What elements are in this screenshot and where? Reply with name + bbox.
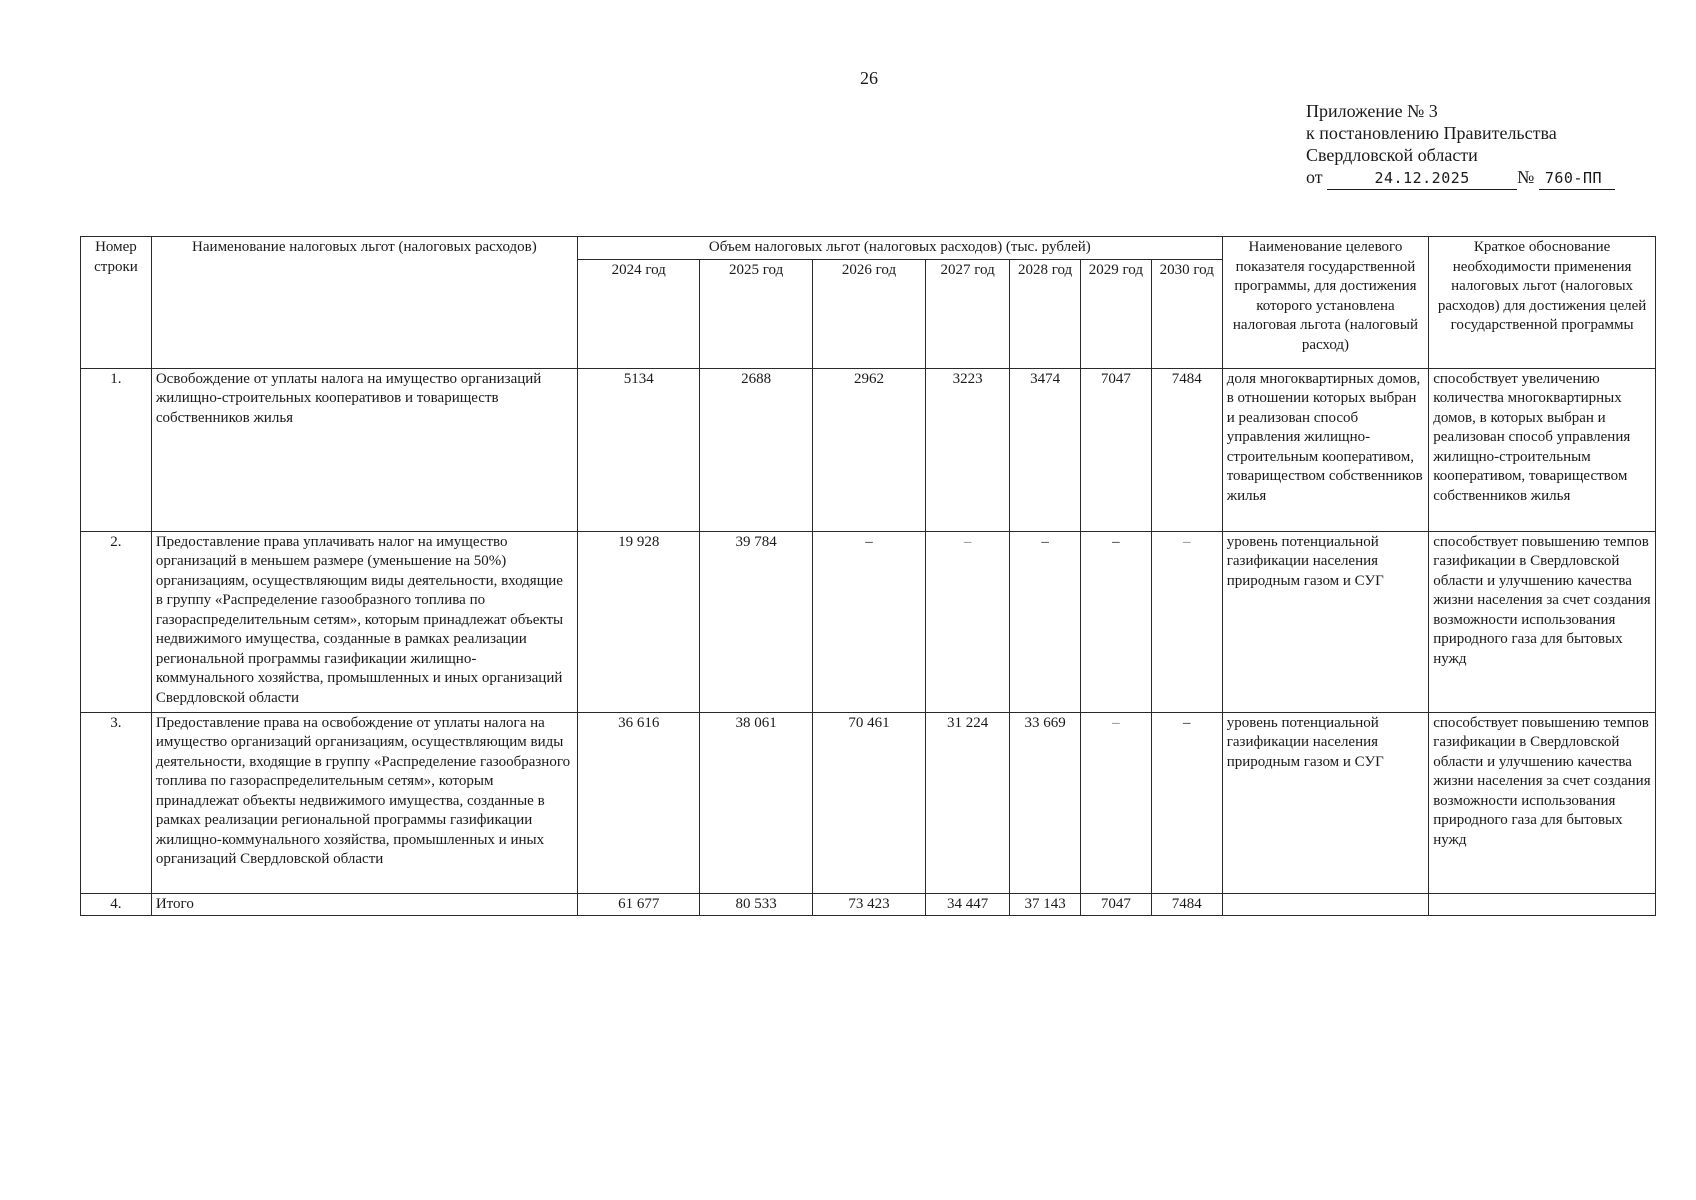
appendix-block bbox=[1306, 100, 1615, 190]
value-cell: – bbox=[1010, 531, 1081, 712]
date-prefix: от bbox=[1306, 167, 1323, 187]
benefit-name: Освобождение от уплаты налога на имущество организаций жилищно-строительных кооперативов и товариществ собственников жилья bbox=[151, 368, 577, 531]
row-number: 3. bbox=[81, 712, 152, 893]
value-cell: – bbox=[1080, 712, 1151, 893]
total-value-cell: 7047 bbox=[1080, 893, 1151, 916]
indicator-cell: уровень потенциальной газификации населения природным газом и СУГ bbox=[1222, 712, 1428, 893]
total-value-cell: 61 677 bbox=[577, 893, 699, 916]
tax-benefits-table bbox=[80, 236, 1656, 916]
value-cell: 3474 bbox=[1010, 368, 1081, 531]
table-row bbox=[81, 368, 1656, 531]
value-cell: 7047 bbox=[1080, 368, 1151, 531]
value-cell: 3223 bbox=[926, 368, 1010, 531]
number-prefix: № bbox=[1517, 167, 1535, 187]
value-cell: – bbox=[926, 531, 1010, 712]
justification-cell: способствует повышению темпов газификации в Свердловской области и улучшению качества жизни населения за счет создания возможности использования природного газа для бытовых нужд bbox=[1429, 531, 1656, 712]
header-indicator: Наименование целевого показателя государственной программы, для достижения которого установлена налоговая льгота (налоговый расход) bbox=[1222, 237, 1428, 369]
appendix-date-line bbox=[1306, 166, 1615, 190]
total-value-cell: 73 423 bbox=[812, 893, 925, 916]
header-year: 2027 год bbox=[926, 259, 1010, 368]
row-number: 4. bbox=[81, 893, 152, 916]
header-year: 2024 год bbox=[577, 259, 699, 368]
value-cell: – bbox=[1151, 531, 1222, 712]
value-cell: 31 224 bbox=[926, 712, 1010, 893]
value-cell: 2688 bbox=[700, 368, 812, 531]
header-year: 2029 год bbox=[1080, 259, 1151, 368]
total-value-cell: 37 143 bbox=[1010, 893, 1081, 916]
row-number: 1. bbox=[81, 368, 152, 531]
row-number: 2. bbox=[81, 531, 152, 712]
header-volume: Объем налоговых льгот (налоговых расходов) (тыс. рублей) bbox=[577, 237, 1222, 260]
value-cell: 39 784 bbox=[700, 531, 812, 712]
header-year: 2030 год bbox=[1151, 259, 1222, 368]
indicator-cell: доля многоквартирных домов, в отношении которых выбран и реализован способ управления жилищно-строительным кооперативом, товариществом собственников жилья bbox=[1222, 368, 1428, 531]
decree-number: 760-ПП bbox=[1539, 167, 1615, 190]
indicator-cell bbox=[1222, 893, 1428, 916]
header-benefit-name: Наименование налоговых льгот (налоговых расходов) bbox=[151, 237, 577, 369]
total-label: Итого bbox=[151, 893, 577, 916]
decree-date: 24.12.2025 bbox=[1327, 167, 1517, 190]
header-justification: Краткое обоснование необходимости применения налоговых льгот (налоговых расходов) для достижения целей государственной программы bbox=[1429, 237, 1656, 369]
benefit-name: Предоставление права уплачивать налог на имущество организаций в меньшем размере (уменьшение на 50%) организациям, осуществляющим виды деятельности, входящие в группу «Распределение газообразного топлива по газораспределительным сетям», которым принадлежат объекты недвижимого имущества, созданные в рамках реализации региональной программы газификации жилищно-коммунального хозяйства, промышленных и иных организаций Свердловской области bbox=[151, 531, 577, 712]
appendix-title: Приложение № 3 bbox=[1306, 101, 1438, 121]
value-cell: 38 061 bbox=[700, 712, 812, 893]
value-cell: 70 461 bbox=[812, 712, 925, 893]
value-cell: 36 616 bbox=[577, 712, 699, 893]
justification-cell: способствует повышению темпов газификации в Свердловской области и улучшению качества жизни населения за счет создания возможности использования природного газа для бытовых нужд bbox=[1429, 712, 1656, 893]
total-value-cell: 7484 bbox=[1151, 893, 1222, 916]
total-value-cell: 80 533 bbox=[700, 893, 812, 916]
total-value-cell: 34 447 bbox=[926, 893, 1010, 916]
justification-cell bbox=[1429, 893, 1656, 916]
table-row bbox=[81, 531, 1656, 712]
value-cell: – bbox=[1080, 531, 1151, 712]
benefit-name: Предоставление права на освобождение от уплаты налога на имущество организаций организациям, осуществляющим виды деятельности, входящие в группу «Распределение газообразного топлива по газораспределительным сетям», которым принадлежат объекты недвижимого имущества, созданные в рамках реализации региональной программы газификации жилищно-коммунального хозяйства, промышленных и иных организаций Свердловской области bbox=[151, 712, 577, 893]
value-cell: – bbox=[1151, 712, 1222, 893]
value-cell: 33 669 bbox=[1010, 712, 1081, 893]
header-year: 2028 год bbox=[1010, 259, 1081, 368]
value-cell: 19 928 bbox=[577, 531, 699, 712]
value-cell: – bbox=[812, 531, 925, 712]
page-number: 26 bbox=[860, 68, 878, 88]
appendix-line-3: Свердловской области bbox=[1306, 145, 1478, 165]
header-year: 2025 год bbox=[700, 259, 812, 368]
value-cell: 5134 bbox=[577, 368, 699, 531]
justification-cell: способствует увеличению количества многоквартирных домов, в которых выбран и реализован способ управления жилищно-строительным кооперативом, товариществом собственников жилья bbox=[1429, 368, 1656, 531]
table-header-row bbox=[81, 237, 1656, 260]
value-cell: 7484 bbox=[1151, 368, 1222, 531]
value-cell: 2962 bbox=[812, 368, 925, 531]
table-row bbox=[81, 712, 1656, 893]
table-row-total bbox=[81, 893, 1656, 916]
header-row-number: Номер строки bbox=[81, 237, 152, 369]
header-year: 2026 год bbox=[812, 259, 925, 368]
indicator-cell: уровень потенциальной газификации населения природным газом и СУГ bbox=[1222, 531, 1428, 712]
appendix-line-2: к постановлению Правительства bbox=[1306, 123, 1557, 143]
